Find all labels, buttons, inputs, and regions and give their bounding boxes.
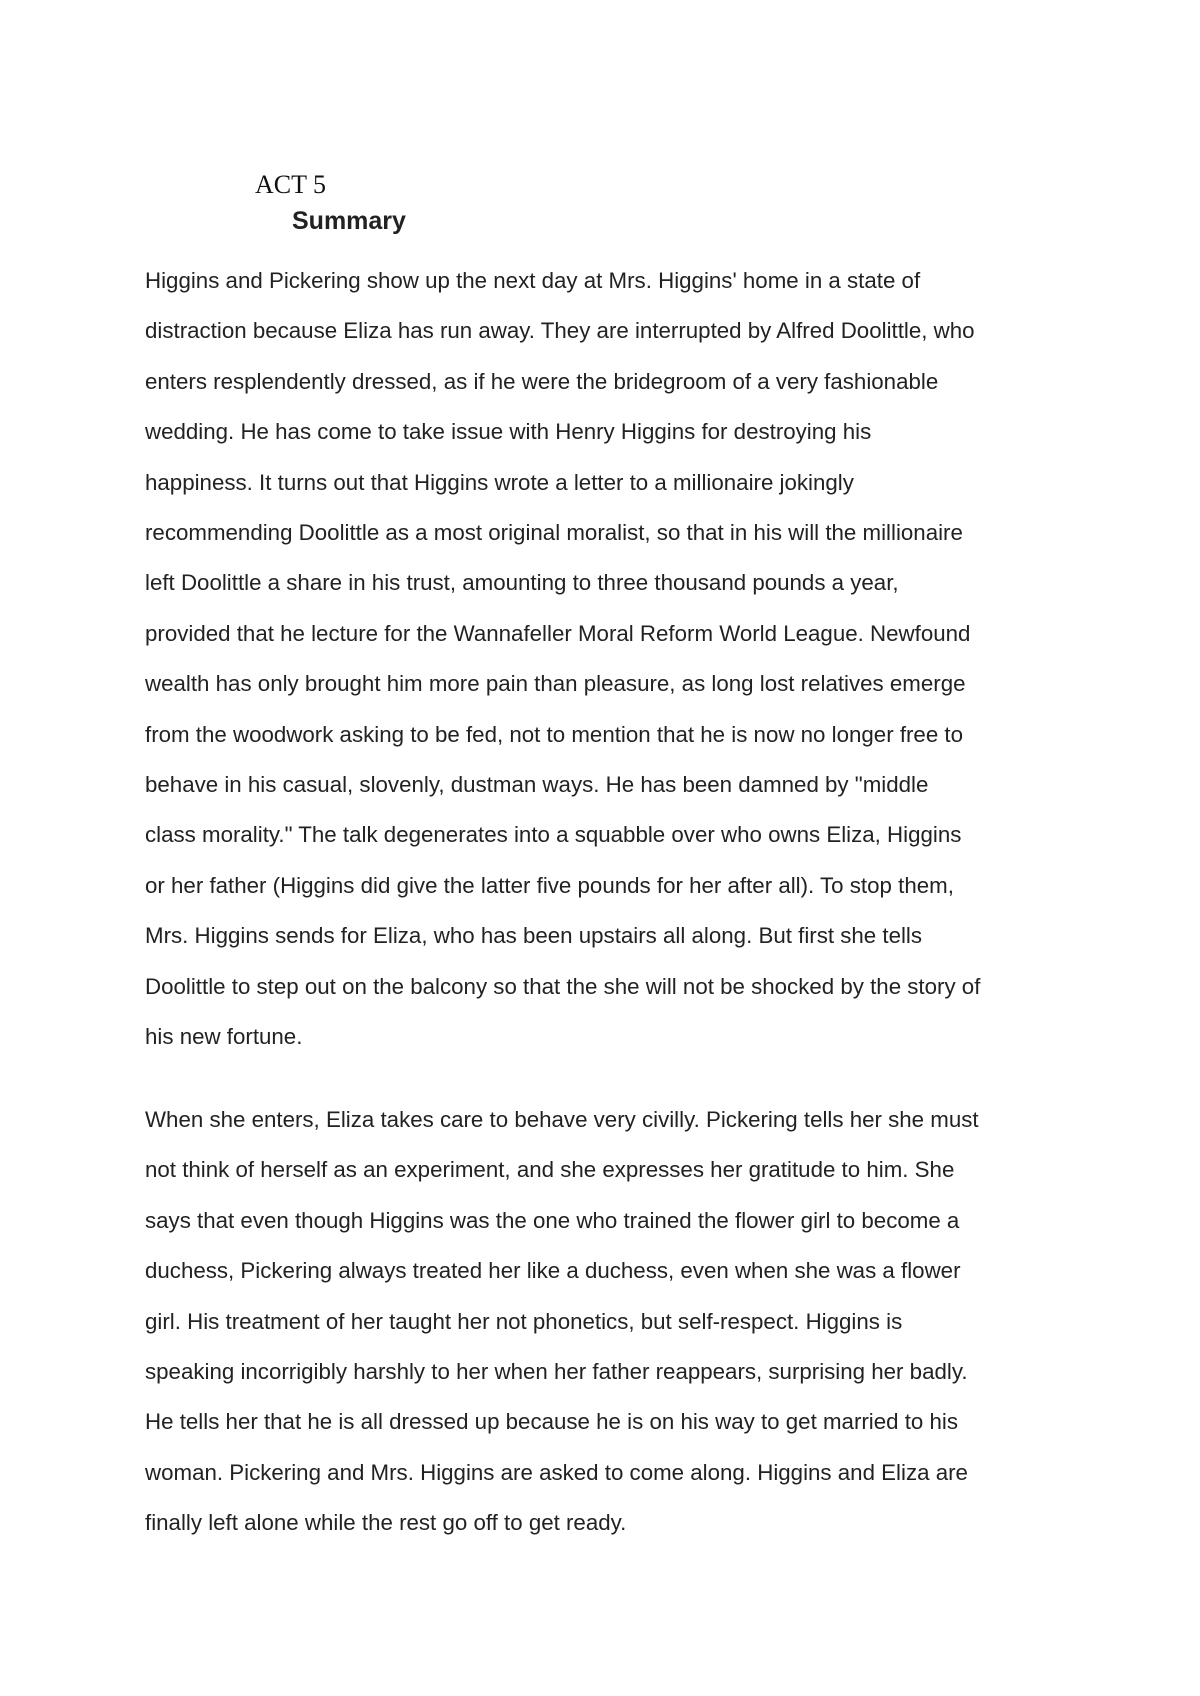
- paragraph-line: wealth has only brought him more pain than pleasure, as long lost relatives emerge: [145, 671, 966, 697]
- paragraph-line: recommending Doolittle as a most original moralist, so that in his will the millionaire: [145, 520, 963, 546]
- paragraph-line: behave in his casual, slovenly, dustman ways. He has been damned by "middle: [145, 772, 929, 798]
- paragraph-line: Mrs. Higgins sends for Eliza, who has been upstairs all along. But first she tells: [145, 923, 923, 949]
- paragraph-line: distraction because Eliza has run away. They are interrupted by Alfred Doolittle, who: [145, 318, 975, 344]
- section-title: Summary: [292, 207, 406, 235]
- paragraph-line: left Doolittle a share in his trust, amounting to three thousand pounds a year,: [145, 570, 899, 596]
- summary-paragraph-2: [145, 1095, 1070, 1549]
- paragraph-line: When she enters, Eliza takes care to behave very civilly. Pickering tells her she must: [145, 1107, 979, 1132]
- paragraph-line: happiness. It turns out that Higgins wrote a letter to a millionaire jokingly: [145, 469, 854, 495]
- paragraph-line: finally left alone while the rest go off to get ready.: [145, 1510, 627, 1536]
- paragraph-line: Higgins and Pickering show up the next day at Mrs. Higgins' home in a state of: [145, 268, 921, 293]
- paragraph-line: his new fortune.: [145, 1024, 303, 1050]
- paragraph-line: not think of herself as an experiment, and she expresses her gratitude to him. She: [145, 1157, 955, 1183]
- paragraph-line: speaking incorrigibly harshly to her when her father reappears, surprising her badly.: [145, 1359, 968, 1385]
- paragraph-line: girl. His treatment of her taught her not phonetics, but self-respect. Higgins is: [145, 1308, 903, 1334]
- summary-paragraph-1: [145, 256, 1070, 1063]
- paragraph-line: Doolittle to step out on the balcony so that the she will not be shocked by the story of: [145, 973, 981, 999]
- paragraph-line: wedding. He has come to take issue with Henry Higgins for destroying his: [145, 419, 872, 445]
- paragraph-line: duchess, Pickering always treated her like a duchess, even when she was a flower: [145, 1258, 961, 1284]
- paragraph-line: He tells her that he is all dressed up because he is on his way to get married to his: [145, 1409, 959, 1435]
- paragraph-line: provided that he lecture for the Wannafeller Moral Reform World League. Newfound: [145, 620, 971, 646]
- paragraph-line: says that even though Higgins was the one who trained the flower girl to become a: [145, 1207, 960, 1233]
- paragraph-line: class morality." The talk degenerates into a squabble over who owns Eliza, Higgins: [145, 822, 962, 848]
- paragraph-line: enters resplendently dressed, as if he were the bridegroom of a very fashionable: [145, 368, 939, 394]
- paragraph-line: or her father (Higgins did give the latter five pounds for her after all). To stop them,: [145, 872, 954, 898]
- paragraph-line: woman. Pickering and Mrs. Higgins are asked to come along. Higgins and Eliza are: [145, 1459, 968, 1485]
- act-title: ACT 5: [255, 170, 327, 199]
- paragraph-line: from the woodwork asking to be fed, not to mention that he is now no longer free to: [145, 721, 964, 747]
